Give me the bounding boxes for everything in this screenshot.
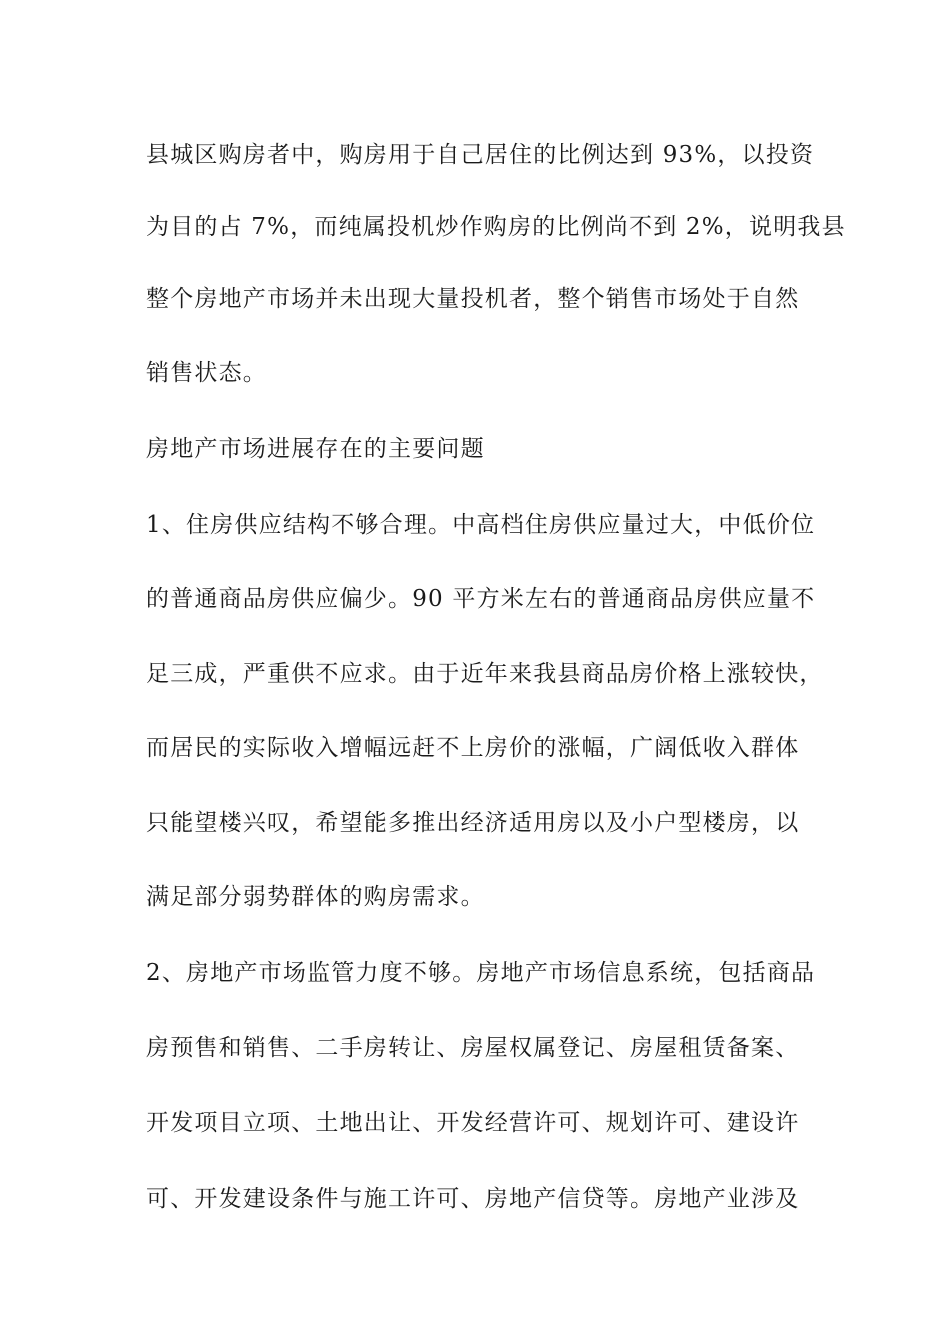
paragraph-line: 1、住房供应结构不够合理。中高档住房供应量过大，中低价位 <box>146 512 816 538</box>
paragraph-line: 整个房地产市场并未出现大量投机者，整个销售市场处于自然 <box>146 286 800 312</box>
paragraph-line: 而居民的实际收入增幅远赶不上房价的涨幅，广阔低收入群体 <box>146 735 800 761</box>
paragraph-line: 只能望楼兴叹，希望能多推出经济适用房以及小户型楼房，以 <box>146 810 800 836</box>
paragraph-line: 足三成，严重供不应求。由于近年来我县商品房价格上涨较快， <box>146 661 824 687</box>
paragraph-line: 房预售和销售、二手房转让、房屋权属登记、房屋租赁备案、 <box>146 1035 800 1061</box>
paragraph-line: 满足部分弱势群体的购房需求。 <box>146 884 485 910</box>
paragraph-line: 销售状态。 <box>146 360 267 386</box>
paragraph-line: 的普通商品房供应偏少。90 平方米左右的普通商品房供应量不 <box>146 586 816 612</box>
paragraph-line: 可、开发建设条件与施工许可、房地产信贷等。房地产业涉及 <box>146 1186 800 1212</box>
paragraph-line: 为目的占 7%，而纯属投机炒作购房的比例尚不到 2%，说明我县 <box>146 214 846 240</box>
paragraph-line: 2、房地产市场监管力度不够。房地产市场信息系统，包括商品 <box>146 960 816 986</box>
paragraph-line: 开发项目立项、土地出让、开发经营许可、规划许可、建设许 <box>146 1110 800 1136</box>
paragraph-line: 县城区购房者中，购房用于自己居住的比例达到 93%，以投资 <box>146 142 815 168</box>
section-heading: 房地产市场进展存在的主要问题 <box>146 436 485 462</box>
